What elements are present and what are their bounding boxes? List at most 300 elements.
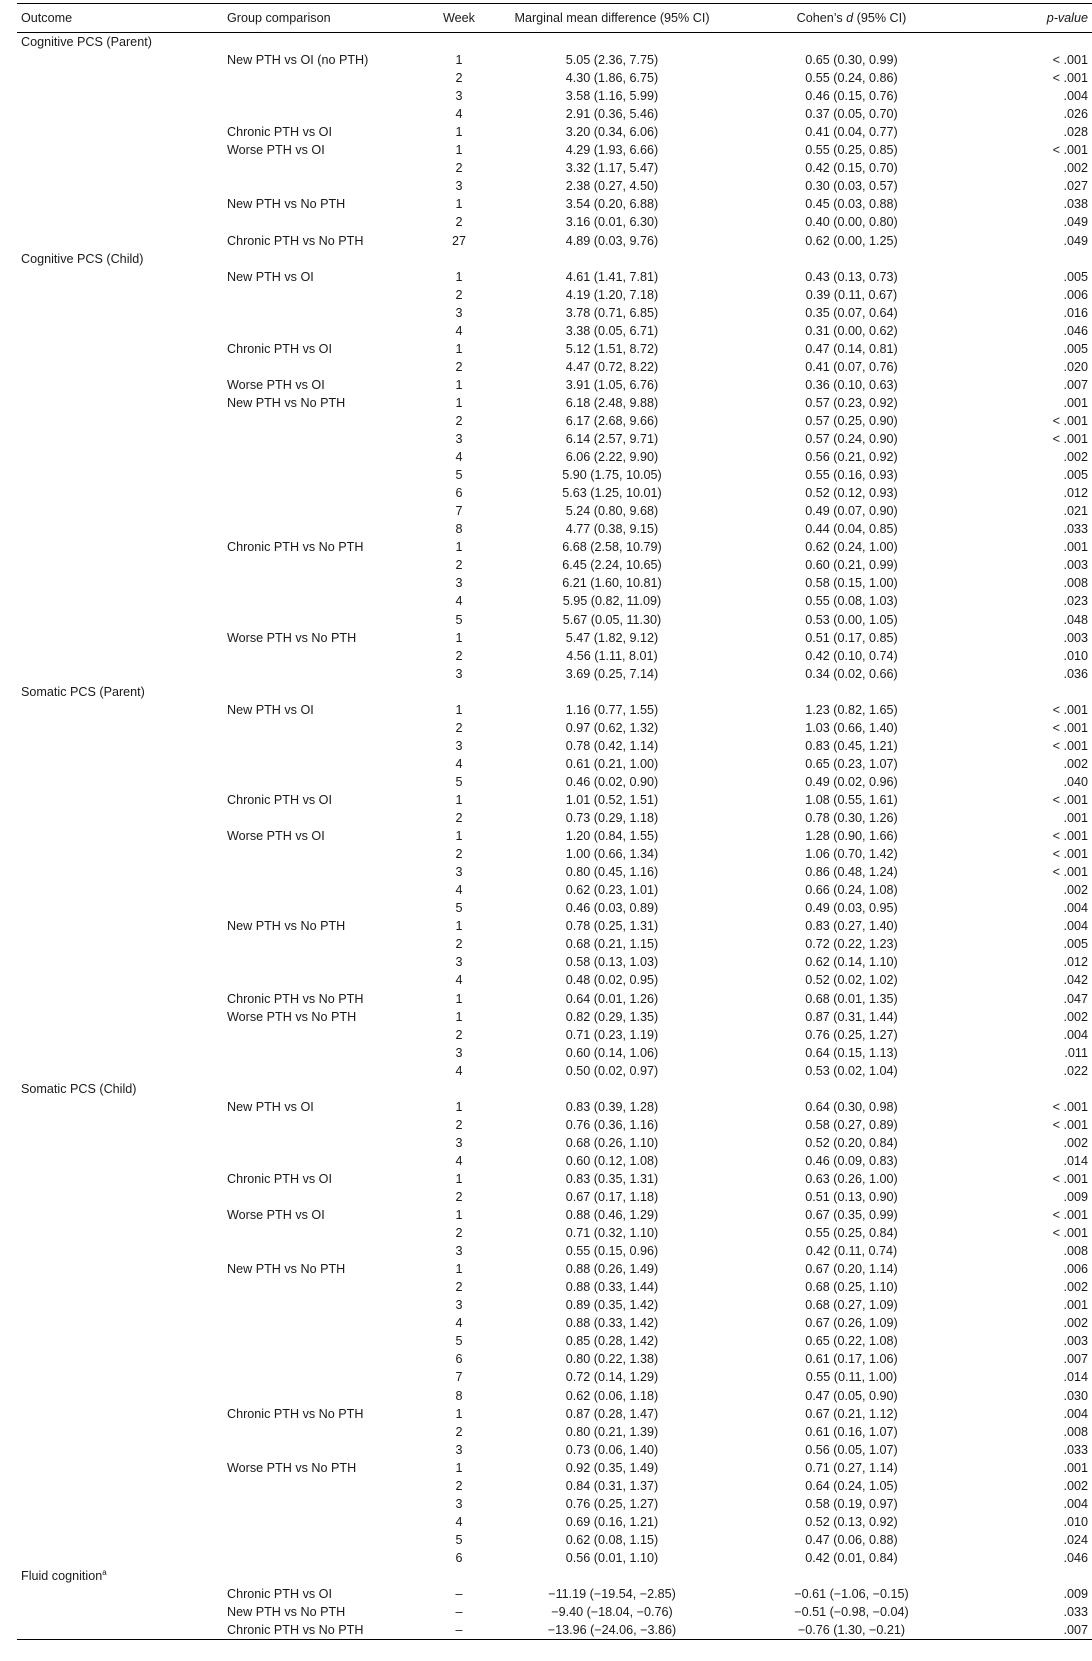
group-comparison-cell xyxy=(223,1332,431,1350)
cohens-d-cell-text: 0.44 (0.04, 0.85) xyxy=(805,522,898,537)
p-value-cell xyxy=(966,51,1092,69)
mean-difference-cell-text: 0.50 (0.02, 0.97) xyxy=(565,1063,659,1078)
outcome-cell xyxy=(17,755,223,773)
mean-difference-cell-text: 6.21 (1.60, 10.81) xyxy=(562,576,662,591)
cohens-d-cell xyxy=(737,755,966,773)
group-comparison-cell xyxy=(223,791,431,809)
week-cell xyxy=(431,953,487,971)
group-comparison-cell-text: Worse PTH vs No PTH xyxy=(227,630,357,645)
outcome-cell xyxy=(17,845,223,863)
header-outcome: Outcome xyxy=(17,4,223,33)
week-cell-text: 1 xyxy=(455,630,463,645)
table-row xyxy=(17,1459,1092,1477)
week-cell xyxy=(431,268,487,286)
mean-difference-cell-text: 1.01 (0.52, 1.51) xyxy=(565,792,659,807)
group-comparison-cell xyxy=(223,286,431,304)
table-row xyxy=(17,1314,1092,1332)
mean-difference-cell xyxy=(487,87,737,105)
p-value-cell xyxy=(966,773,1092,791)
p-value-cell xyxy=(966,1062,1092,1080)
mean-difference-cell xyxy=(487,232,737,250)
table-row xyxy=(17,430,1092,448)
p-value-cell-text: < .001 xyxy=(1052,847,1088,862)
section-header-row xyxy=(17,1567,1092,1585)
outcome-cell xyxy=(17,665,223,683)
cohens-d-cell-text: 0.53 (0.02, 1.04) xyxy=(805,1063,898,1078)
p-value-cell-text: < .001 xyxy=(1052,432,1088,447)
group-comparison-cell xyxy=(223,773,431,791)
table-row xyxy=(17,989,1092,1007)
week-cell xyxy=(431,1513,487,1531)
p-value-cell xyxy=(966,322,1092,340)
group-comparison-cell xyxy=(223,809,431,827)
p-value-cell xyxy=(966,1188,1092,1206)
group-comparison-cell xyxy=(223,213,431,231)
group-comparison-cell xyxy=(223,195,431,213)
cohens-d-cell xyxy=(737,574,966,592)
p-value-cell xyxy=(966,1206,1092,1224)
group-comparison-cell-text: Worse PTH vs OI xyxy=(227,1208,325,1223)
week-cell-text: 3 xyxy=(455,865,463,880)
table-row xyxy=(17,448,1092,466)
p-value-cell xyxy=(966,502,1092,520)
week-cell xyxy=(431,917,487,935)
p-value-cell-text: .048 xyxy=(1063,612,1088,627)
p-value-cell-text: .016 xyxy=(1063,305,1088,320)
p-value-cell xyxy=(966,845,1092,863)
group-comparison-cell xyxy=(223,1387,431,1405)
outcome-cell xyxy=(17,1170,223,1188)
mean-difference-cell-text: 3.54 (0.20, 6.88) xyxy=(565,197,659,212)
cohens-d-cell-text: 0.76 (0.25, 1.27) xyxy=(805,1027,898,1042)
p-value-cell xyxy=(966,448,1092,466)
cohens-d-cell xyxy=(737,412,966,430)
cohens-d-cell-text: −0.61 (−1.06, −0.15) xyxy=(794,1587,909,1602)
mean-difference-cell xyxy=(487,1621,737,1640)
outcome-cell xyxy=(17,1008,223,1026)
group-comparison-cell xyxy=(223,665,431,683)
week-cell xyxy=(431,1170,487,1188)
week-cell-text: 3 xyxy=(455,955,463,970)
p-value-cell-text: .033 xyxy=(1063,522,1088,537)
table-row xyxy=(17,1152,1092,1170)
section-header-row xyxy=(17,33,1092,52)
table-row xyxy=(17,881,1092,899)
group-comparison-cell xyxy=(223,141,431,159)
p-value-cell xyxy=(966,592,1092,610)
p-value-cell-text: .004 xyxy=(1063,901,1088,916)
outcome-cell xyxy=(17,1549,223,1567)
cohens-d-cell-text: 0.39 (0.11, 0.67) xyxy=(805,287,898,302)
mean-difference-cell-text: 0.71 (0.32, 1.10) xyxy=(565,1226,659,1241)
table-row xyxy=(17,1495,1092,1513)
cohens-d-cell xyxy=(737,953,966,971)
cohens-d-cell-text: 0.66 (0.24, 1.08) xyxy=(805,883,898,898)
p-value-cell-text: .008 xyxy=(1063,1424,1088,1439)
week-cell xyxy=(431,538,487,556)
table-row xyxy=(17,737,1092,755)
mean-difference-cell xyxy=(487,701,737,719)
p-value-cell-text: .004 xyxy=(1063,1027,1088,1042)
table-row xyxy=(17,177,1092,195)
group-comparison-cell xyxy=(223,268,431,286)
mean-difference-cell xyxy=(487,791,737,809)
mean-difference-cell xyxy=(487,935,737,953)
mean-difference-cell xyxy=(487,195,737,213)
cohens-d-cell-text: 0.40 (0.00, 0.80) xyxy=(805,215,898,230)
mean-difference-cell xyxy=(487,1152,737,1170)
cohens-d-cell xyxy=(737,105,966,123)
table-row xyxy=(17,232,1092,250)
cohens-d-cell xyxy=(737,1621,966,1640)
cohens-d-cell-text: 0.55 (0.25, 0.85) xyxy=(805,143,898,158)
group-comparison-cell xyxy=(223,845,431,863)
week-cell-text: 2 xyxy=(455,1190,463,1205)
mean-difference-cell-text: 0.88 (0.26, 1.49) xyxy=(565,1262,659,1277)
cohens-d-cell xyxy=(737,1495,966,1513)
cohens-d-cell xyxy=(737,394,966,412)
p-value-cell xyxy=(966,1296,1092,1314)
outcome-cell xyxy=(17,1278,223,1296)
mean-difference-cell-text: 4.61 (1.41, 7.81) xyxy=(565,269,659,284)
p-value-cell xyxy=(966,1260,1092,1278)
cohens-d-cell xyxy=(737,989,966,1007)
cohens-d-cell-text: 0.62 (0.24, 1.00) xyxy=(805,540,898,555)
outcome-cell xyxy=(17,195,223,213)
table-row xyxy=(17,863,1092,881)
p-value-cell xyxy=(966,647,1092,665)
mean-difference-cell xyxy=(487,1531,737,1549)
week-cell-text: 4 xyxy=(455,107,463,122)
cohens-d-cell-text: 0.83 (0.27, 1.40) xyxy=(805,919,898,934)
cohens-d-cell xyxy=(737,629,966,647)
mean-difference-cell-text: 2.91 (0.36, 5.46) xyxy=(565,107,659,122)
week-cell xyxy=(431,1405,487,1423)
outcome-cell xyxy=(17,51,223,69)
group-comparison-cell-text: New PTH vs OI (no PTH) xyxy=(227,53,369,68)
week-cell-text: 1 xyxy=(455,1099,463,1114)
group-comparison-cell xyxy=(223,863,431,881)
cohens-d-cell xyxy=(737,159,966,177)
group-comparison-cell xyxy=(223,1260,431,1278)
mean-difference-cell-text: 6.06 (2.22, 9.90) xyxy=(565,450,659,465)
p-value-cell-text: .042 xyxy=(1063,973,1088,988)
table-row xyxy=(17,268,1092,286)
week-cell xyxy=(431,1242,487,1260)
p-value-cell xyxy=(966,430,1092,448)
mean-difference-cell-text: 6.18 (2.48, 9.88) xyxy=(565,395,659,410)
mean-difference-cell-text: 0.62 (0.06, 1.18) xyxy=(565,1388,659,1403)
table-row xyxy=(17,1278,1092,1296)
p-value-cell xyxy=(966,1224,1092,1242)
week-cell-text: 3 xyxy=(455,89,463,104)
table-row xyxy=(17,1387,1092,1405)
cohens-d-cell xyxy=(737,827,966,845)
cohens-d-cell-text: 0.57 (0.24, 0.90) xyxy=(805,432,898,447)
week-cell-text: 5 xyxy=(455,468,463,483)
cohens-d-cell-text: 0.58 (0.19, 0.97) xyxy=(805,1496,898,1511)
cohens-d-cell xyxy=(737,1441,966,1459)
group-comparison-cell xyxy=(223,1098,431,1116)
outcome-cell xyxy=(17,1531,223,1549)
group-comparison-cell xyxy=(223,1368,431,1386)
group-comparison-cell xyxy=(223,917,431,935)
mean-difference-cell xyxy=(487,1170,737,1188)
outcome-cell xyxy=(17,1062,223,1080)
p-value-cell-text: < .001 xyxy=(1052,720,1088,735)
group-comparison-cell xyxy=(223,304,431,322)
p-value-cell-text: .033 xyxy=(1063,1442,1088,1457)
outcome-cell xyxy=(17,1441,223,1459)
p-value-cell-text: .004 xyxy=(1063,1406,1088,1421)
outcome-cell xyxy=(17,286,223,304)
mean-difference-cell-text: 0.76 (0.25, 1.27) xyxy=(565,1496,659,1511)
p-value-cell xyxy=(966,340,1092,358)
mean-difference-cell-text: 3.58 (1.16, 5.99) xyxy=(565,89,659,104)
mean-difference-cell-text: 0.69 (0.16, 1.21) xyxy=(565,1514,659,1529)
mean-difference-cell xyxy=(487,466,737,484)
table-row xyxy=(17,1513,1092,1531)
p-value-cell xyxy=(966,1477,1092,1495)
p-value-cell-text: .002 xyxy=(1063,450,1088,465)
p-value-cell-text: .002 xyxy=(1063,1280,1088,1295)
cohens-d-cell xyxy=(737,773,966,791)
group-comparison-cell xyxy=(223,701,431,719)
group-comparison-cell xyxy=(223,358,431,376)
p-value-cell-text: .004 xyxy=(1063,1496,1088,1511)
group-comparison-cell xyxy=(223,520,431,538)
header-cohens-d-symbol: d xyxy=(846,11,854,25)
week-cell xyxy=(431,412,487,430)
mean-difference-cell xyxy=(487,1044,737,1062)
cohens-d-cell-text: 0.55 (0.08, 1.03) xyxy=(805,594,898,609)
mean-difference-cell-text: 0.60 (0.14, 1.06) xyxy=(565,1045,659,1060)
mean-difference-cell xyxy=(487,159,737,177)
week-cell-text: 2 xyxy=(455,847,463,862)
mean-difference-cell xyxy=(487,322,737,340)
cohens-d-cell xyxy=(737,556,966,574)
group-comparison-cell xyxy=(223,827,431,845)
mean-difference-cell-text: 3.20 (0.34, 6.06) xyxy=(565,125,659,140)
p-value-cell-text: .001 xyxy=(1063,811,1088,826)
p-value-cell-text: .038 xyxy=(1063,197,1088,212)
cohens-d-cell xyxy=(737,1008,966,1026)
p-value-cell-text: .001 xyxy=(1063,395,1088,410)
week-cell xyxy=(431,33,487,52)
p-value-cell-text: .046 xyxy=(1063,1550,1088,1565)
group-comparison-cell xyxy=(223,502,431,520)
outcome-cell xyxy=(17,1098,223,1116)
mean-difference-cell xyxy=(487,1242,737,1260)
cohens-d-cell-text: 0.87 (0.31, 1.44) xyxy=(805,1009,898,1024)
p-value-cell-text: .012 xyxy=(1063,486,1088,501)
p-value-cell xyxy=(966,1405,1092,1423)
week-cell xyxy=(431,827,487,845)
cohens-d-cell xyxy=(737,1549,966,1567)
header-row xyxy=(17,4,1092,33)
week-cell-text: 2 xyxy=(455,937,463,952)
table-row xyxy=(17,953,1092,971)
cohens-d-cell-text: 0.42 (0.11, 0.74) xyxy=(805,1244,898,1259)
table-row xyxy=(17,159,1092,177)
group-comparison-cell xyxy=(223,1206,431,1224)
week-cell-text: 4 xyxy=(455,1316,463,1331)
p-value-cell-text: .003 xyxy=(1063,1334,1088,1349)
group-comparison-cell xyxy=(223,647,431,665)
table-row xyxy=(17,647,1092,665)
table-row xyxy=(17,592,1092,610)
week-cell-text: 3 xyxy=(455,576,463,591)
week-cell-text: 3 xyxy=(455,738,463,753)
mean-difference-cell-text: 1.16 (0.77, 1.55) xyxy=(565,702,659,717)
mean-difference-cell-text: 6.68 (2.58, 10.79) xyxy=(562,540,662,555)
week-cell xyxy=(431,592,487,610)
week-cell xyxy=(431,755,487,773)
table-row xyxy=(17,466,1092,484)
cohens-d-cell-text: 1.03 (0.66, 1.40) xyxy=(805,720,898,735)
group-comparison-cell xyxy=(223,1621,431,1640)
table-row xyxy=(17,1224,1092,1242)
p-value-cell-text: .004 xyxy=(1063,919,1088,934)
week-cell-text: 5 xyxy=(455,901,463,916)
week-cell-text: 4 xyxy=(455,1514,463,1529)
mean-difference-cell xyxy=(487,683,737,701)
group-comparison-cell-text: New PTH vs No PTH xyxy=(227,197,346,212)
outcome-cell xyxy=(17,1224,223,1242)
week-cell-text: 7 xyxy=(455,1370,463,1385)
week-cell-text: 1 xyxy=(455,1171,463,1186)
week-cell xyxy=(431,611,487,629)
p-value-cell-text: .021 xyxy=(1063,504,1088,519)
cohens-d-cell-text: 0.34 (0.02, 0.66) xyxy=(805,666,898,681)
group-comparison-cell-text: New PTH vs No PTH xyxy=(227,1262,346,1277)
p-value-cell-text: .009 xyxy=(1063,1190,1088,1205)
table-row xyxy=(17,1585,1092,1603)
group-comparison-cell xyxy=(223,123,431,141)
cohens-d-cell xyxy=(737,1116,966,1134)
cohens-d-cell xyxy=(737,1062,966,1080)
cohens-d-cell xyxy=(737,502,966,520)
mean-difference-cell xyxy=(487,1585,737,1603)
group-comparison-cell-text: Chronic PTH vs No PTH xyxy=(227,1406,364,1421)
week-cell-text: 1 xyxy=(455,197,463,212)
cohens-d-cell-text: 0.46 (0.15, 0.76) xyxy=(805,89,898,104)
p-value-cell-text: .036 xyxy=(1063,666,1088,681)
outcome-cell xyxy=(17,971,223,989)
p-value-cell-text: .002 xyxy=(1063,883,1088,898)
group-comparison-cell xyxy=(223,412,431,430)
mean-difference-cell xyxy=(487,953,737,971)
week-cell xyxy=(431,791,487,809)
cohens-d-cell-text: 0.56 (0.21, 0.92) xyxy=(805,450,898,465)
outcome-cell xyxy=(17,1405,223,1423)
mean-difference-cell-text: 0.83 (0.39, 1.28) xyxy=(565,1099,659,1114)
outcome-cell xyxy=(17,1242,223,1260)
outcome-cell xyxy=(17,881,223,899)
p-value-cell-text: .011 xyxy=(1064,1045,1088,1060)
week-cell-text: 4 xyxy=(455,1153,463,1168)
week-cell-text: 3 xyxy=(455,1045,463,1060)
table-row xyxy=(17,1296,1092,1314)
mean-difference-cell-text: 0.48 (0.02, 0.95) xyxy=(565,973,659,988)
group-comparison-cell-text: Chronic PTH vs No PTH xyxy=(227,1623,364,1638)
week-cell xyxy=(431,935,487,953)
week-cell-text: 2 xyxy=(455,215,463,230)
group-comparison-cell xyxy=(223,1531,431,1549)
cohens-d-cell xyxy=(737,1332,966,1350)
outcome-cell xyxy=(17,809,223,827)
cohens-d-cell xyxy=(737,1567,966,1585)
mean-difference-cell xyxy=(487,538,737,556)
group-comparison-cell xyxy=(223,1008,431,1026)
mean-difference-cell-text: 0.83 (0.35, 1.31) xyxy=(565,1171,659,1186)
p-value-cell-text: < .001 xyxy=(1052,414,1088,428)
header-cohens-d-prefix: Cohen’s xyxy=(796,11,847,25)
week-cell-text: 4 xyxy=(455,323,463,338)
table-row xyxy=(17,1531,1092,1549)
mean-difference-cell-text: 6.45 (2.24, 10.65) xyxy=(562,558,662,573)
p-value-cell xyxy=(966,935,1092,953)
table-row xyxy=(17,358,1092,376)
week-cell xyxy=(431,1368,487,1386)
p-value-cell-text: .006 xyxy=(1063,1262,1088,1277)
group-comparison-cell-text: Worse PTH vs OI xyxy=(227,377,325,392)
outcome-cell xyxy=(17,213,223,231)
p-value-cell xyxy=(966,1387,1092,1405)
p-value-cell xyxy=(966,213,1092,231)
p-value-cell xyxy=(966,737,1092,755)
mean-difference-cell-text: 0.80 (0.22, 1.38) xyxy=(565,1352,659,1367)
week-cell-text: 1 xyxy=(455,1009,463,1024)
table-row xyxy=(17,1477,1092,1495)
cohens-d-cell xyxy=(737,1098,966,1116)
week-cell xyxy=(431,1152,487,1170)
week-cell xyxy=(431,1531,487,1549)
group-comparison-cell xyxy=(223,556,431,574)
group-comparison-cell xyxy=(223,177,431,195)
p-value-cell-text: .002 xyxy=(1063,1009,1088,1024)
group-comparison-cell xyxy=(223,394,431,412)
cohens-d-cell xyxy=(737,340,966,358)
week-cell-text: 5 xyxy=(455,1334,463,1349)
mean-difference-cell xyxy=(487,69,737,87)
p-value-cell xyxy=(966,286,1092,304)
mean-difference-cell-text: 6.14 (2.57, 9.71) xyxy=(565,432,659,447)
p-value-cell xyxy=(966,1026,1092,1044)
section-header-row xyxy=(17,1080,1092,1098)
table-row xyxy=(17,574,1092,592)
p-value-cell xyxy=(966,683,1092,701)
cohens-d-cell-text: 0.68 (0.25, 1.10) xyxy=(805,1280,898,1295)
outcome-cell xyxy=(17,177,223,195)
group-comparison-cell xyxy=(223,592,431,610)
p-value-cell-text: .027 xyxy=(1063,179,1088,194)
mean-difference-cell-text: 0.73 (0.29, 1.18) xyxy=(565,811,659,826)
week-cell xyxy=(431,1332,487,1350)
p-value-cell-text: < .001 xyxy=(1052,1171,1088,1186)
week-cell xyxy=(431,520,487,538)
mean-difference-cell xyxy=(487,105,737,123)
p-value-cell xyxy=(966,953,1092,971)
p-value-cell-text: .022 xyxy=(1063,1063,1088,1078)
mean-difference-cell-text: 0.60 (0.12, 1.08) xyxy=(565,1153,659,1168)
p-value-cell xyxy=(966,1585,1092,1603)
outcome-cell xyxy=(17,105,223,123)
outcome-cell xyxy=(17,69,223,87)
week-cell-text: 5 xyxy=(455,774,463,789)
mean-difference-cell-text: 0.68 (0.21, 1.15) xyxy=(565,937,659,952)
mean-difference-cell-text: −9.40 (−18.04, −0.76) xyxy=(551,1605,673,1620)
